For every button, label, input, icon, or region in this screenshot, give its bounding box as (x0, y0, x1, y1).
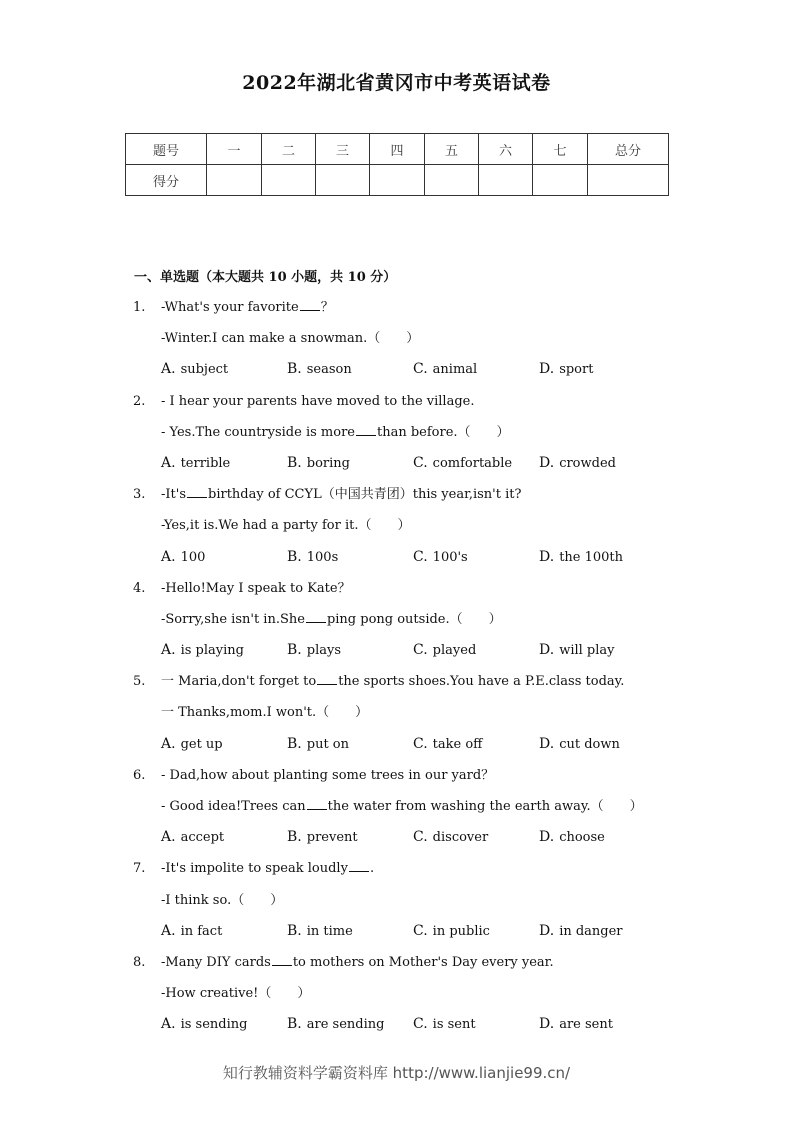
options-row (0, 354, 793, 385)
option-a (161, 729, 223, 760)
question-text (161, 292, 334, 323)
option-letter: B. (287, 642, 302, 659)
option-letter: A. (161, 548, 176, 565)
question-text-segment: -It's impolite to speak loudly (161, 861, 348, 877)
question-text (161, 417, 510, 448)
option-letter: C. (413, 922, 428, 939)
answer-blank (306, 610, 326, 623)
option-letter: D. (539, 922, 555, 939)
option-c (413, 822, 488, 853)
option-a (161, 1009, 247, 1040)
option-text: is sending (180, 1017, 248, 1033)
question-number: 3. (133, 487, 146, 503)
option-letter: C. (413, 548, 428, 565)
score-cell (533, 165, 588, 196)
answer-blank (356, 423, 376, 436)
answer-blank (300, 298, 320, 311)
question-line (0, 978, 793, 1009)
answer-blank (349, 859, 369, 872)
option-text: cut down (559, 736, 620, 752)
question-text-segment: - Dad,how about planting some trees in our yard？ (161, 767, 495, 783)
option-letter: A. (161, 642, 176, 659)
option-a (161, 916, 222, 947)
option-text: will play (559, 643, 615, 659)
option-d (539, 448, 616, 479)
option-d (539, 635, 615, 666)
question-number: 6. (133, 767, 146, 783)
option-d (539, 542, 623, 573)
question-text (161, 573, 351, 604)
option-letter: B. (287, 361, 302, 378)
question-text (161, 760, 494, 791)
question-line (0, 697, 793, 728)
option-letter: A. (161, 454, 176, 471)
question-text (161, 885, 283, 916)
option-text: in time (306, 923, 353, 939)
option-letter: A. (161, 735, 176, 752)
question-text-segment: -I think so.（ ） (161, 892, 284, 908)
option-text: take off (432, 736, 483, 752)
option-a (161, 448, 230, 479)
option-d (539, 729, 620, 760)
table-header-cell: 一 (207, 134, 262, 165)
table-header-cell: 三 (316, 134, 370, 165)
question-number: 5. (133, 674, 146, 690)
option-c (413, 729, 482, 760)
question-text-segment: -It's (161, 487, 186, 503)
option-text: accept (180, 830, 225, 846)
question-text-segment: ？ (320, 300, 334, 315)
option-b (287, 542, 338, 573)
table-header-cell: 四 (370, 134, 425, 165)
footer-watermark: 知行教辅资料学霸资料库 http://www.lianjie99.cn/ (222, 1064, 571, 1082)
question-text (161, 323, 419, 354)
question-line (0, 791, 793, 822)
question-line (0, 573, 793, 604)
table-row-label: 得分 (126, 165, 207, 196)
option-text: plays (306, 643, 341, 659)
option-text: discover (432, 830, 489, 846)
question-text-segment: -Winter.I can make a snowman.（ ） (161, 331, 420, 347)
option-text: played (432, 643, 477, 659)
option-letter: D. (539, 829, 555, 846)
options-row (0, 448, 793, 479)
question-text (161, 479, 521, 510)
option-a (161, 635, 244, 666)
options-row (0, 542, 793, 573)
option-text: is sent (432, 1017, 476, 1033)
option-letter: C. (413, 454, 428, 471)
question-line (0, 479, 793, 510)
question-text (161, 604, 502, 635)
question-text-segment: - Good idea!Trees can (161, 799, 306, 814)
option-b (287, 448, 350, 479)
question-text-segment: 一 Maria,don't forget to (161, 674, 317, 690)
option-c (413, 1009, 476, 1040)
question-text-segment: 一 Thanks,mom.I won't.（ ） (161, 705, 369, 721)
question-line (0, 292, 793, 323)
question-text-segment: the sports shoes.You have a P.E.class today. (338, 674, 625, 690)
option-text: put on (306, 736, 349, 752)
option-text: get up (180, 736, 223, 752)
option-b (287, 354, 352, 385)
option-text: the 100th (559, 549, 624, 565)
score-cell (370, 165, 425, 196)
options-row (0, 729, 793, 760)
table-header-cell: 题号 (126, 134, 207, 165)
question-text (161, 666, 624, 697)
question-text-segment: . (369, 861, 375, 877)
option-a (161, 354, 228, 385)
table-header-cell: 二 (262, 134, 316, 165)
option-letter: A. (161, 1016, 176, 1033)
table-header-cell: 六 (479, 134, 533, 165)
question-text-segment: -Yes,it is.We had a party for it.（ ） (161, 518, 411, 534)
option-text: sport (559, 362, 594, 378)
table-header-cell: 总分 (588, 134, 669, 165)
option-letter: B. (287, 922, 302, 939)
option-b (287, 1009, 384, 1040)
question-list (0, 292, 793, 1041)
option-text: in public (432, 923, 490, 939)
options-row (0, 635, 793, 666)
option-letter: A. (161, 361, 176, 378)
option-text: 100 (180, 549, 206, 565)
question-number: 7. (133, 861, 146, 877)
question-text (161, 386, 475, 417)
options-row (0, 1009, 793, 1040)
question-text (161, 853, 374, 884)
question-text (161, 947, 554, 978)
option-text: 100s (306, 549, 339, 565)
option-letter: C. (413, 361, 428, 378)
table-header-cell: 五 (425, 134, 479, 165)
score-table-header-row (126, 134, 669, 165)
option-letter: D. (539, 454, 555, 471)
option-letter: C. (413, 1016, 428, 1033)
option-text: terrible (180, 455, 231, 471)
option-letter: B. (287, 454, 302, 471)
score-table (125, 133, 669, 196)
question-line (0, 323, 793, 354)
option-d (539, 1009, 613, 1040)
score-cell (207, 165, 262, 196)
question-line (0, 604, 793, 635)
question-text-segment: ping pong outside.（ ） (326, 611, 502, 627)
option-text: comfortable (432, 455, 513, 471)
question-number: 1. (133, 300, 146, 315)
question-text-segment: the water from washing the earth away.（ ） (327, 799, 643, 814)
question-text-segment: - Yes.The countryside is more (161, 424, 355, 440)
question-text (161, 510, 410, 541)
option-letter: C. (413, 735, 428, 752)
question-line (0, 386, 793, 417)
option-c (413, 354, 477, 385)
page-title: 2022年湖北省黄冈市中考英语试卷 (242, 72, 551, 94)
option-text: in fact (180, 923, 223, 939)
option-letter: B. (287, 829, 302, 846)
option-letter: C. (413, 829, 428, 846)
question-text-segment: - I hear your parents have moved to the village. (161, 393, 475, 409)
option-letter: D. (539, 735, 555, 752)
score-cell (588, 165, 669, 196)
answer-blank (272, 953, 292, 966)
question-number: 2. (133, 393, 146, 409)
options-row (0, 822, 793, 853)
option-letter: D. (539, 642, 555, 659)
option-letter: C. (413, 642, 428, 659)
option-text: animal (432, 362, 478, 378)
question-text-segment: to mothers on Mother's Day every year. (292, 954, 554, 970)
option-letter: A. (161, 922, 176, 939)
option-text: are sent (559, 1017, 613, 1033)
option-d (539, 354, 593, 385)
option-letter: D. (539, 361, 555, 378)
option-text: boring (306, 455, 350, 471)
option-text: subject (180, 362, 229, 378)
option-text: prevent (306, 830, 358, 846)
option-b (287, 822, 358, 853)
question-line (0, 666, 793, 697)
question-text (161, 978, 310, 1009)
question-text-segment: -Many DIY cards (161, 954, 271, 970)
question-number: 4. (133, 580, 146, 596)
question-text-segment: -What's your favorite (161, 300, 299, 315)
question-text (161, 791, 643, 822)
question-line (0, 417, 793, 448)
option-letter: D. (539, 1016, 555, 1033)
answer-blank (187, 485, 207, 498)
question-text-segment: birthday of CCYL（中国共青团）this year,isn't it? (208, 487, 522, 503)
option-b (287, 729, 349, 760)
option-text: 100's (432, 549, 468, 565)
option-text: in danger (559, 923, 623, 939)
question-line (0, 947, 793, 978)
option-d (539, 916, 623, 947)
option-letter: B. (287, 548, 302, 565)
question-line (0, 853, 793, 884)
option-text: crowded (559, 455, 616, 471)
question-line (0, 885, 793, 916)
options-row (0, 916, 793, 947)
score-cell (479, 165, 533, 196)
score-cell (316, 165, 370, 196)
option-letter: A. (161, 829, 176, 846)
question-text-segment: -Hello!May I speak to Kate？ (161, 580, 351, 596)
answer-blank (317, 672, 337, 685)
option-b (287, 635, 341, 666)
question-line (0, 510, 793, 541)
option-text: are sending (306, 1017, 385, 1033)
option-c (413, 542, 468, 573)
question-text (161, 697, 368, 728)
option-text: season (306, 362, 352, 378)
option-a (161, 542, 205, 573)
option-c (413, 916, 490, 947)
question-text-segment: -How creative!（ ） (161, 986, 311, 1002)
option-d (539, 822, 605, 853)
question-text-segment: than before.（ ） (376, 424, 510, 440)
option-letter: B. (287, 1016, 302, 1033)
score-cell (425, 165, 479, 196)
option-b (287, 916, 353, 947)
option-letter: B. (287, 735, 302, 752)
question-text-segment: -Sorry,she isn't in.She (161, 611, 305, 627)
section-heading: 一、单选题（本大题共 10 小题，共 10 分） (134, 270, 397, 285)
option-c (413, 635, 476, 666)
table-header-cell: 七 (533, 134, 588, 165)
answer-blank (307, 797, 327, 810)
option-text: choose (559, 830, 605, 846)
question-number: 8. (133, 954, 146, 970)
option-a (161, 822, 224, 853)
score-table-score-row (126, 165, 669, 196)
option-c (413, 448, 512, 479)
question-line (0, 760, 793, 791)
option-letter: D. (539, 548, 555, 565)
option-text: is playing (180, 643, 244, 659)
score-cell (262, 165, 316, 196)
